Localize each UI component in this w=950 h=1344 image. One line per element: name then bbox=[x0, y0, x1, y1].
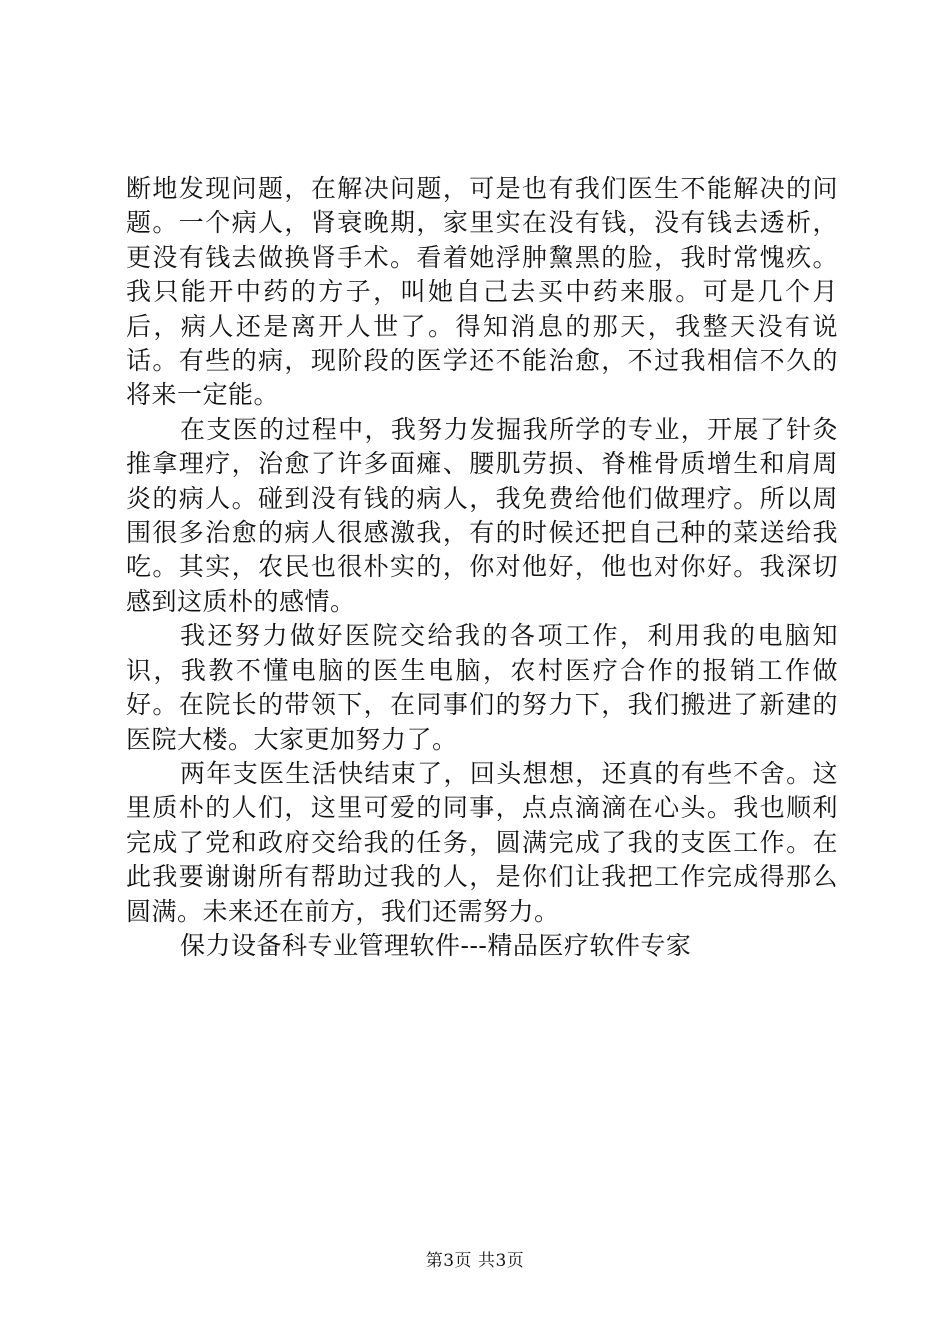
document-body bbox=[126, 172, 838, 963]
paragraph-continuation: 断地发现问题，在解决问题，可是也有我们医生不能解决的问题。一个病人，肾衰晚期，家里实在没有钱，没有钱去透析，更没有钱去做换肾手术。看着她浮肿黧黑的脸，我时常愧疚。我只能开中药的方子，叫她自己去买中药来服。可是几个月后，病人还是离开人世了。得知消息的那天，我整天没有说话。有些的病，现阶段的医学还不能治愈，不过我相信不久的将来一定能。 bbox=[126, 174, 838, 410]
paragraph-advertisement: 保力设备科专业管理软件---精品医疗软件专家 bbox=[180, 930, 692, 960]
paragraph-hospital-work: 我还努力做好医院交给我的各项工作，利用我的电脑知识，我教不懂电脑的医生电脑，农村医疗合作的报销工作做好。在院长的带领下，在同事们的努力下，我们搬进了新建的医院大楼。大家更加努力了。 bbox=[126, 621, 838, 754]
paragraph-conclusion: 两年支医生活快结束了，回头想想，还真的有些不舍。这里质朴的人们，这里可爱的同事，点点滴滴在心头。我也顺利完成了党和政府交给我的任务，圆满完成了我的支医工作。在此我要谢谢所有帮助过我的人，是你们让我把工作完成得那么圆满。未来还在前方，我们还需努力。 bbox=[126, 758, 838, 926]
paragraph-acupuncture: 在支医的过程中，我努力发掘我所学的专业，开展了针灸推拿理疗，治愈了许多面瘫、腰肌劳损、脊椎骨质增生和肩周炎的病人。碰到没有钱的病人，我免费给他们做理疗。所以周围很多治愈的病人很感激我，有的时候还把自己种的菜送给我吃。其实，农民也很朴实的，你对他好，他也对你好。我深切感到这质朴的感情。 bbox=[126, 414, 838, 616]
page-number-footer: 第3页 共3页 bbox=[425, 1251, 525, 1271]
